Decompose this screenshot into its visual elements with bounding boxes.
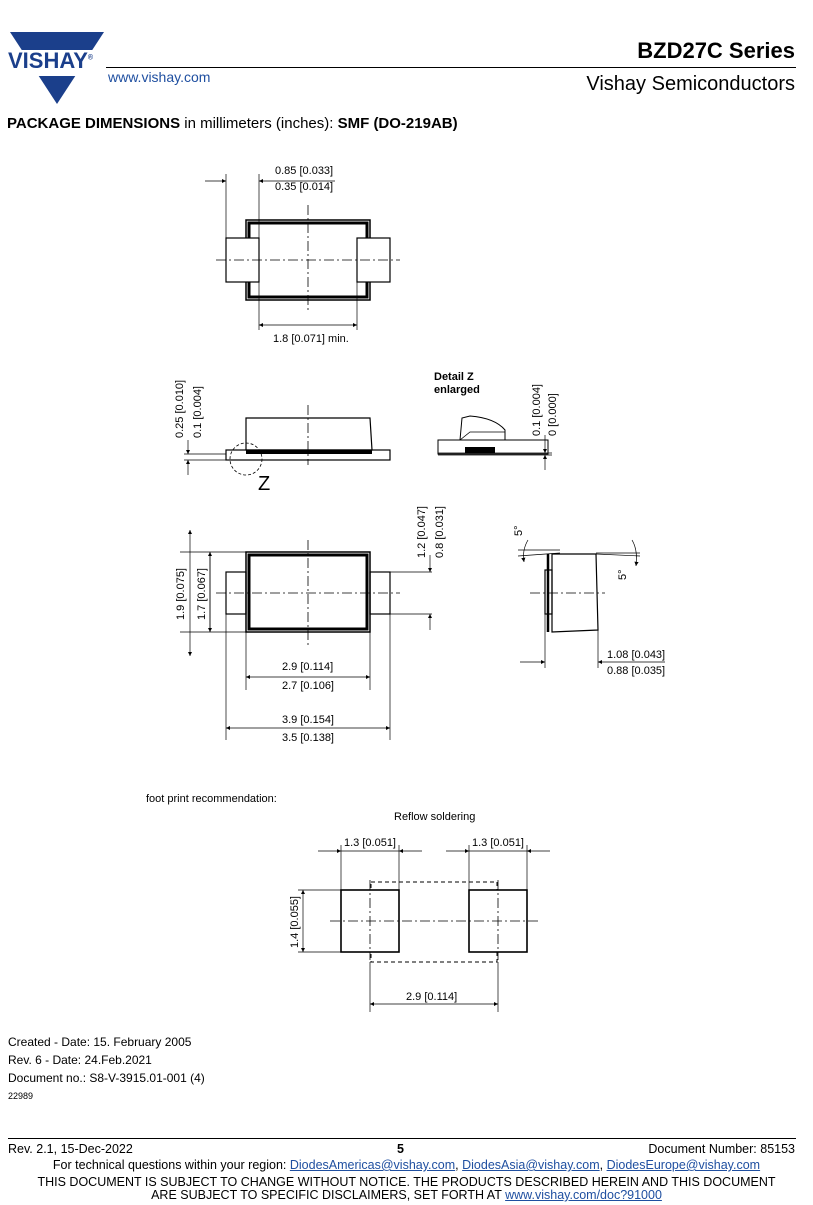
- top-dim-min-gap: 1.8 [0.071] min.: [273, 333, 349, 345]
- email-asia-link[interactable]: DiodesAsia@vishay.com: [462, 1158, 600, 1172]
- document-no: Document no.: S8-V-3915.01-001 (4): [8, 1071, 205, 1085]
- side-dim-stand-min: 0.1 [0.004]: [192, 386, 204, 438]
- top-view: [205, 174, 400, 330]
- footprint-dim-span: 2.9 [0.114]: [406, 991, 458, 1003]
- side-view: [184, 405, 390, 475]
- footprint-method: Reflow soldering: [394, 811, 476, 823]
- detail-dim-max: 0.1 [0.004]: [531, 384, 543, 436]
- email-europe-link[interactable]: DiodesEurope@vishay.com: [606, 1158, 761, 1172]
- contact-sep-1: ,: [455, 1158, 463, 1172]
- bottom-dim-lead-min: 0.8 [0.031]: [434, 506, 446, 558]
- email-americas-link[interactable]: DiodesAmericas@vishay.com: [289, 1158, 456, 1172]
- created-date: Created - Date: 15. February 2005: [8, 1035, 192, 1049]
- detail-title-2: enlarged: [434, 384, 480, 396]
- footer-revision: Rev. 2.1, 15-Dec-2022: [8, 1142, 133, 1156]
- drawing-code: 22989: [8, 1091, 34, 1101]
- detail-z-label: Z: [258, 473, 271, 495]
- side-dim-stand-max: 0.25 [0.010]: [174, 379, 186, 438]
- top-dim-lead-min: 0.35 [0.014]: [275, 181, 334, 193]
- contact-sep-2: ,: [599, 1158, 607, 1172]
- disclaimer-prefix: ARE SUBJECT TO SPECIFIC DISCLAIMERS, SET FORTH AT: [151, 1188, 506, 1202]
- bottom-dim-lead-max: 1.2 [0.047]: [416, 506, 428, 558]
- footer-document-number: Document Number: 85153: [648, 1142, 795, 1156]
- end-angle-right: 5°: [617, 569, 629, 580]
- bottom-dim-height-min: 1.7 [0.067]: [196, 568, 208, 620]
- package-title-type: SMF (DO-219AB): [337, 115, 458, 132]
- bottom-dim-height-max: 1.9 [0.075]: [175, 568, 187, 620]
- logo-text: VISHAY: [8, 48, 88, 73]
- end-dim-min: 0.88 [0.035]: [607, 665, 666, 677]
- disclaimer-line-1: THIS DOCUMENT IS SUBJECT TO CHANGE WITHOUT NOTICE. THE PRODUCTS DESCRIBED HEREIN AND THIS DOCUMENT: [37, 1175, 776, 1189]
- bottom-dim-body-max: 2.9 [0.114]: [282, 661, 334, 673]
- disclaimer-line-2: [0, 1188, 813, 1202]
- footprint-dim-pad-left: 1.3 [0.051]: [344, 837, 396, 849]
- company-name: Vishay Semiconductors: [586, 73, 795, 95]
- detail-title-1: Detail Z: [434, 371, 474, 383]
- website-link[interactable]: www.vishay.com: [108, 69, 211, 85]
- logo-registered: ®: [87, 54, 94, 62]
- bottom-dim-body-min: 2.7 [0.106]: [282, 680, 334, 692]
- bottom-dim-total-min: 3.5 [0.138]: [282, 732, 334, 744]
- contact-prefix: For technical questions within your region:: [52, 1158, 290, 1172]
- footprint-label: foot print recommendation:: [146, 793, 277, 805]
- package-title-units: in millimeters (inches):: [180, 115, 338, 132]
- bottom-dim-total-max: 3.9 [0.154]: [282, 714, 334, 726]
- footer-page-number: 5: [397, 1142, 404, 1156]
- footer-contact: [0, 1158, 813, 1172]
- top-dim-lead-max: 0.85 [0.033]: [275, 165, 334, 177]
- footer-rule: [8, 1138, 796, 1139]
- footprint-dim-pad-right: 1.3 [0.051]: [472, 837, 524, 849]
- revision-date: Rev. 6 - Date: 24.Feb.2021: [8, 1053, 152, 1067]
- end-angle-top: 5°: [513, 525, 525, 536]
- detail-dim-min: 0 [0.000]: [547, 393, 559, 436]
- package-title-bold: PACKAGE DIMENSIONS: [7, 115, 181, 132]
- disclaimer-link[interactable]: www.vishay.com/doc?91000: [505, 1188, 662, 1202]
- footprint-view: [298, 845, 550, 1012]
- end-dim-max: 1.08 [0.043]: [607, 649, 666, 661]
- footprint-dim-pad-height: 1.4 [0.055]: [289, 896, 301, 948]
- bottom-view: [180, 530, 432, 740]
- series-title: BZD27C Series: [637, 38, 795, 63]
